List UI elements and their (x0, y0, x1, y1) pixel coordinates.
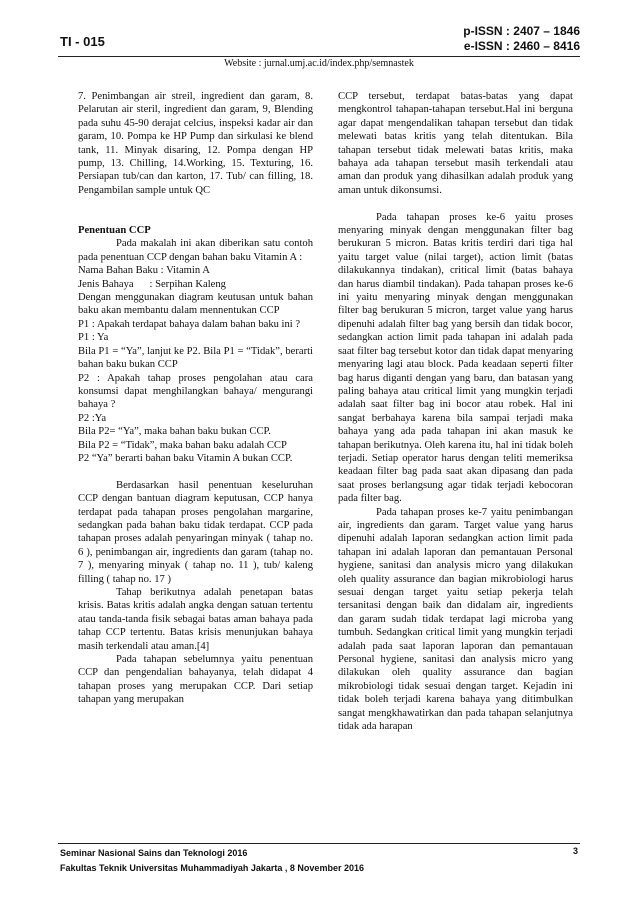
footer-rule (58, 843, 580, 844)
paragraph: Bila P1 = “Ya”, lanjut ke P2. Bila P1 = “Tidak”, berarti bahan baku bukan CCP (78, 345, 313, 371)
paragraph: P2 : Apakah tahap proses pengolahan atau cara konsumsi dapat menghilangkan bahaya/ mengurangi bahaya ? (78, 372, 313, 411)
issn-block (463, 24, 580, 54)
paragraph: P2 :Ya (78, 412, 107, 424)
paragraph: P1 : Apakah terdapat bahaya dalam bahan baku ini ? (78, 318, 301, 330)
page-number: 3 (572, 846, 578, 856)
paragraph: Berdasarkan hasil penentuan keseluruhan CCP dengan bantuan diagram keputusan, CCP hanya terdapat pada tahapan proses pengolahan margarine, sedangkan pada bahan baku tidak terdapat. CCP pada tahapan proses adalah penyaringan minyak ( tahap no. 6 ), penimbangan air, ingredients dan garam (tahap no. 7 ), menyaring minyak ( tahap no. 11 ), tub/ kaleng filling ( tahap no. 17 ) (78, 479, 313, 585)
p-issn: p-ISSN : 2407 – 1846 (463, 24, 580, 38)
paragraph: Dengan menggunakan diagram keutusan untuk bahan baku akan membantu dalam mennentukan CCP (78, 292, 313, 317)
footer-conference: Seminar Nasional Sains dan Teknologi 2016 (60, 848, 248, 858)
paragraph: CCP tersebut, terdapat batas-batas yang dapat mengkontrol tahapan-tahapan tersebut.Hal ini berguna agar dapat mengendalikan tahapan tersebut dan tidak melewati batas kritis yang telah ditentukan. Bila tahapan tersebut tidak melewati batas kritis, maka bahaya ada tahapan tersebut masih terkendali atau aman dan produk yang dihasilkan adalah produk yang aman untuk dikonsumsi. (338, 91, 573, 196)
paragraph: P2 “Ya” berarti bahan baku Vitamin A bukan CCP. (78, 452, 293, 464)
header-rule (58, 56, 580, 57)
paragraph: Tahap berikutnya adalah penetapan batas krisis. Batas kritis adalah angka dengan satuan tertentu atau tanda-tanda fisik sebagai batas aman bahaya pada tahap CCP tertentu. Batas krisis menunjukan bahaya masih terkendali atau aman.[4] (78, 586, 313, 652)
right-column (338, 90, 573, 733)
footer (60, 846, 364, 876)
footer-institution: Fakultas Teknik Universitas Muhammadiyah Jakarta , 8 November 2016 (60, 863, 364, 873)
section-heading: Penentuan CCP (78, 225, 151, 237)
left-column (78, 90, 313, 707)
paragraph: Pada tahapan proses ke-7 yaitu penimbangan air, ingredients dan garam. Target value yang harus dipenuhi adalah laporan sedangkan action limit pada tahapan ini adalah laporan dan pemantauan Personal hygiene, sanitasi dan analysis micro yang dilakukan oleh quality assurance dan bagian mikrobiologi harus sesuai dengan target yaitu setiap pekerja telah tersanitasi dengan baik dan didalam air, ingredients dan garam sudah tidak terdapat lagi microba yang tumbuh. Sedangkan critical limit yang mungkin terjadi adalah pada saat laporan laporan dan pemantauan Personal hygiene, sanitasi dan analysis micro yang dilakukan oleh quality assurance dan bagian mikrobiologi tidak sesuai dengan target. Kejadin ini tidak boleh terjadi karena bahaya yang ditimbulkan sangat mengkhawatirkan dan pada tahapan selanjutnya tidak ada harapan (338, 506, 573, 733)
paragraph: Pada tahapan proses ke-6 yaitu proses menyaring minyak dengan menggunakan filter bag berukuran 5 micron. Batas kritis terdiri dari tiga hal yaitu target value (nilai target), action limit (batas dilakukannya tindakan), critical limit (batas bahaya dan harus diambil tindakan). Pada tahapan proses ke-6 ini yaitu menyaring minyak dengan menggunakan filter bag berukuran 5 micron, target value yang harus dipenuhi adalah filter bag yang bersih dan tidak bocor, sedangkan action limit pada tahapan ini adalah pada saat filter bag tersebut kotor dan tidak dapat menyaring menyaring lagi atau block. Pada keadaan seperti filter bag harus diganti dengan yang baru, dan batasan yang paling bahaya atau critical limit yang mungkin terjadi adalah saat filter bag ini bocor atau robek. Hal ini sangat berbahaya karena bila sampai terjadi maka bahaya yang ada pada tahapan ini akan masuk ke tahapan berikutnya. Oleh karena itu, hal ini tidak boleh terjadi. Setiap operator harus dengan teliti memeriksa keadaan filter bag pada saat akan dipasang dan pada saat proses berlangsung agar tidak terjadi kebocoran pada filter bag. (338, 211, 573, 505)
paragraph: Nama Bahan Baku : Vitamin A (78, 265, 210, 277)
paragraph: Jenis Bahaya : Serpihan Kaleng (78, 278, 226, 290)
paragraph: Pada makalah ini akan diberikan satu contoh pada penentuan CCP dengan bahan baku Vitamin A : (78, 238, 313, 263)
e-issn: e-ISSN : 2460 – 8416 (463, 39, 580, 53)
paper-code: TI - 015 (60, 34, 105, 49)
paragraph: 7. Penimbangan air streil, ingredient dan garam, 8. Pelarutan air steril, ingredient dan garam, 9, Blending pada suhu 45-90 derajat celcius, inspeksi kadar air dan garam, 10. Pompa ke HP Pump dan sirkulasi ke blend tank, 11. Minyak disaring, 12. Pompa dengan HP pump, 13. Chilling, 14.Working, 15. Texturing, 16. Persiapan tub/can dan karton, 17. Tub/ can filling, 18. Pengambilan sample untuk QC (78, 91, 313, 196)
paragraph: P1 : Ya (78, 332, 109, 344)
paragraph: Bila P2= “Ya”, maka bahan baku bukan CCP. (78, 426, 271, 438)
website-line: Website : jurnal.umj.ac.id/index.php/semnastek (224, 58, 414, 69)
paragraph: Pada tahapan sebelumnya yaitu penentuan CCP dan pengendalian bahayanya, telah didapat 4 tahapan proses yang merupakan CCP. Dari setiap tahapan yang merupakan (78, 654, 313, 706)
paragraph: Bila P2 = “Tidak”, maka bahan baku adalah CCP (78, 439, 287, 451)
